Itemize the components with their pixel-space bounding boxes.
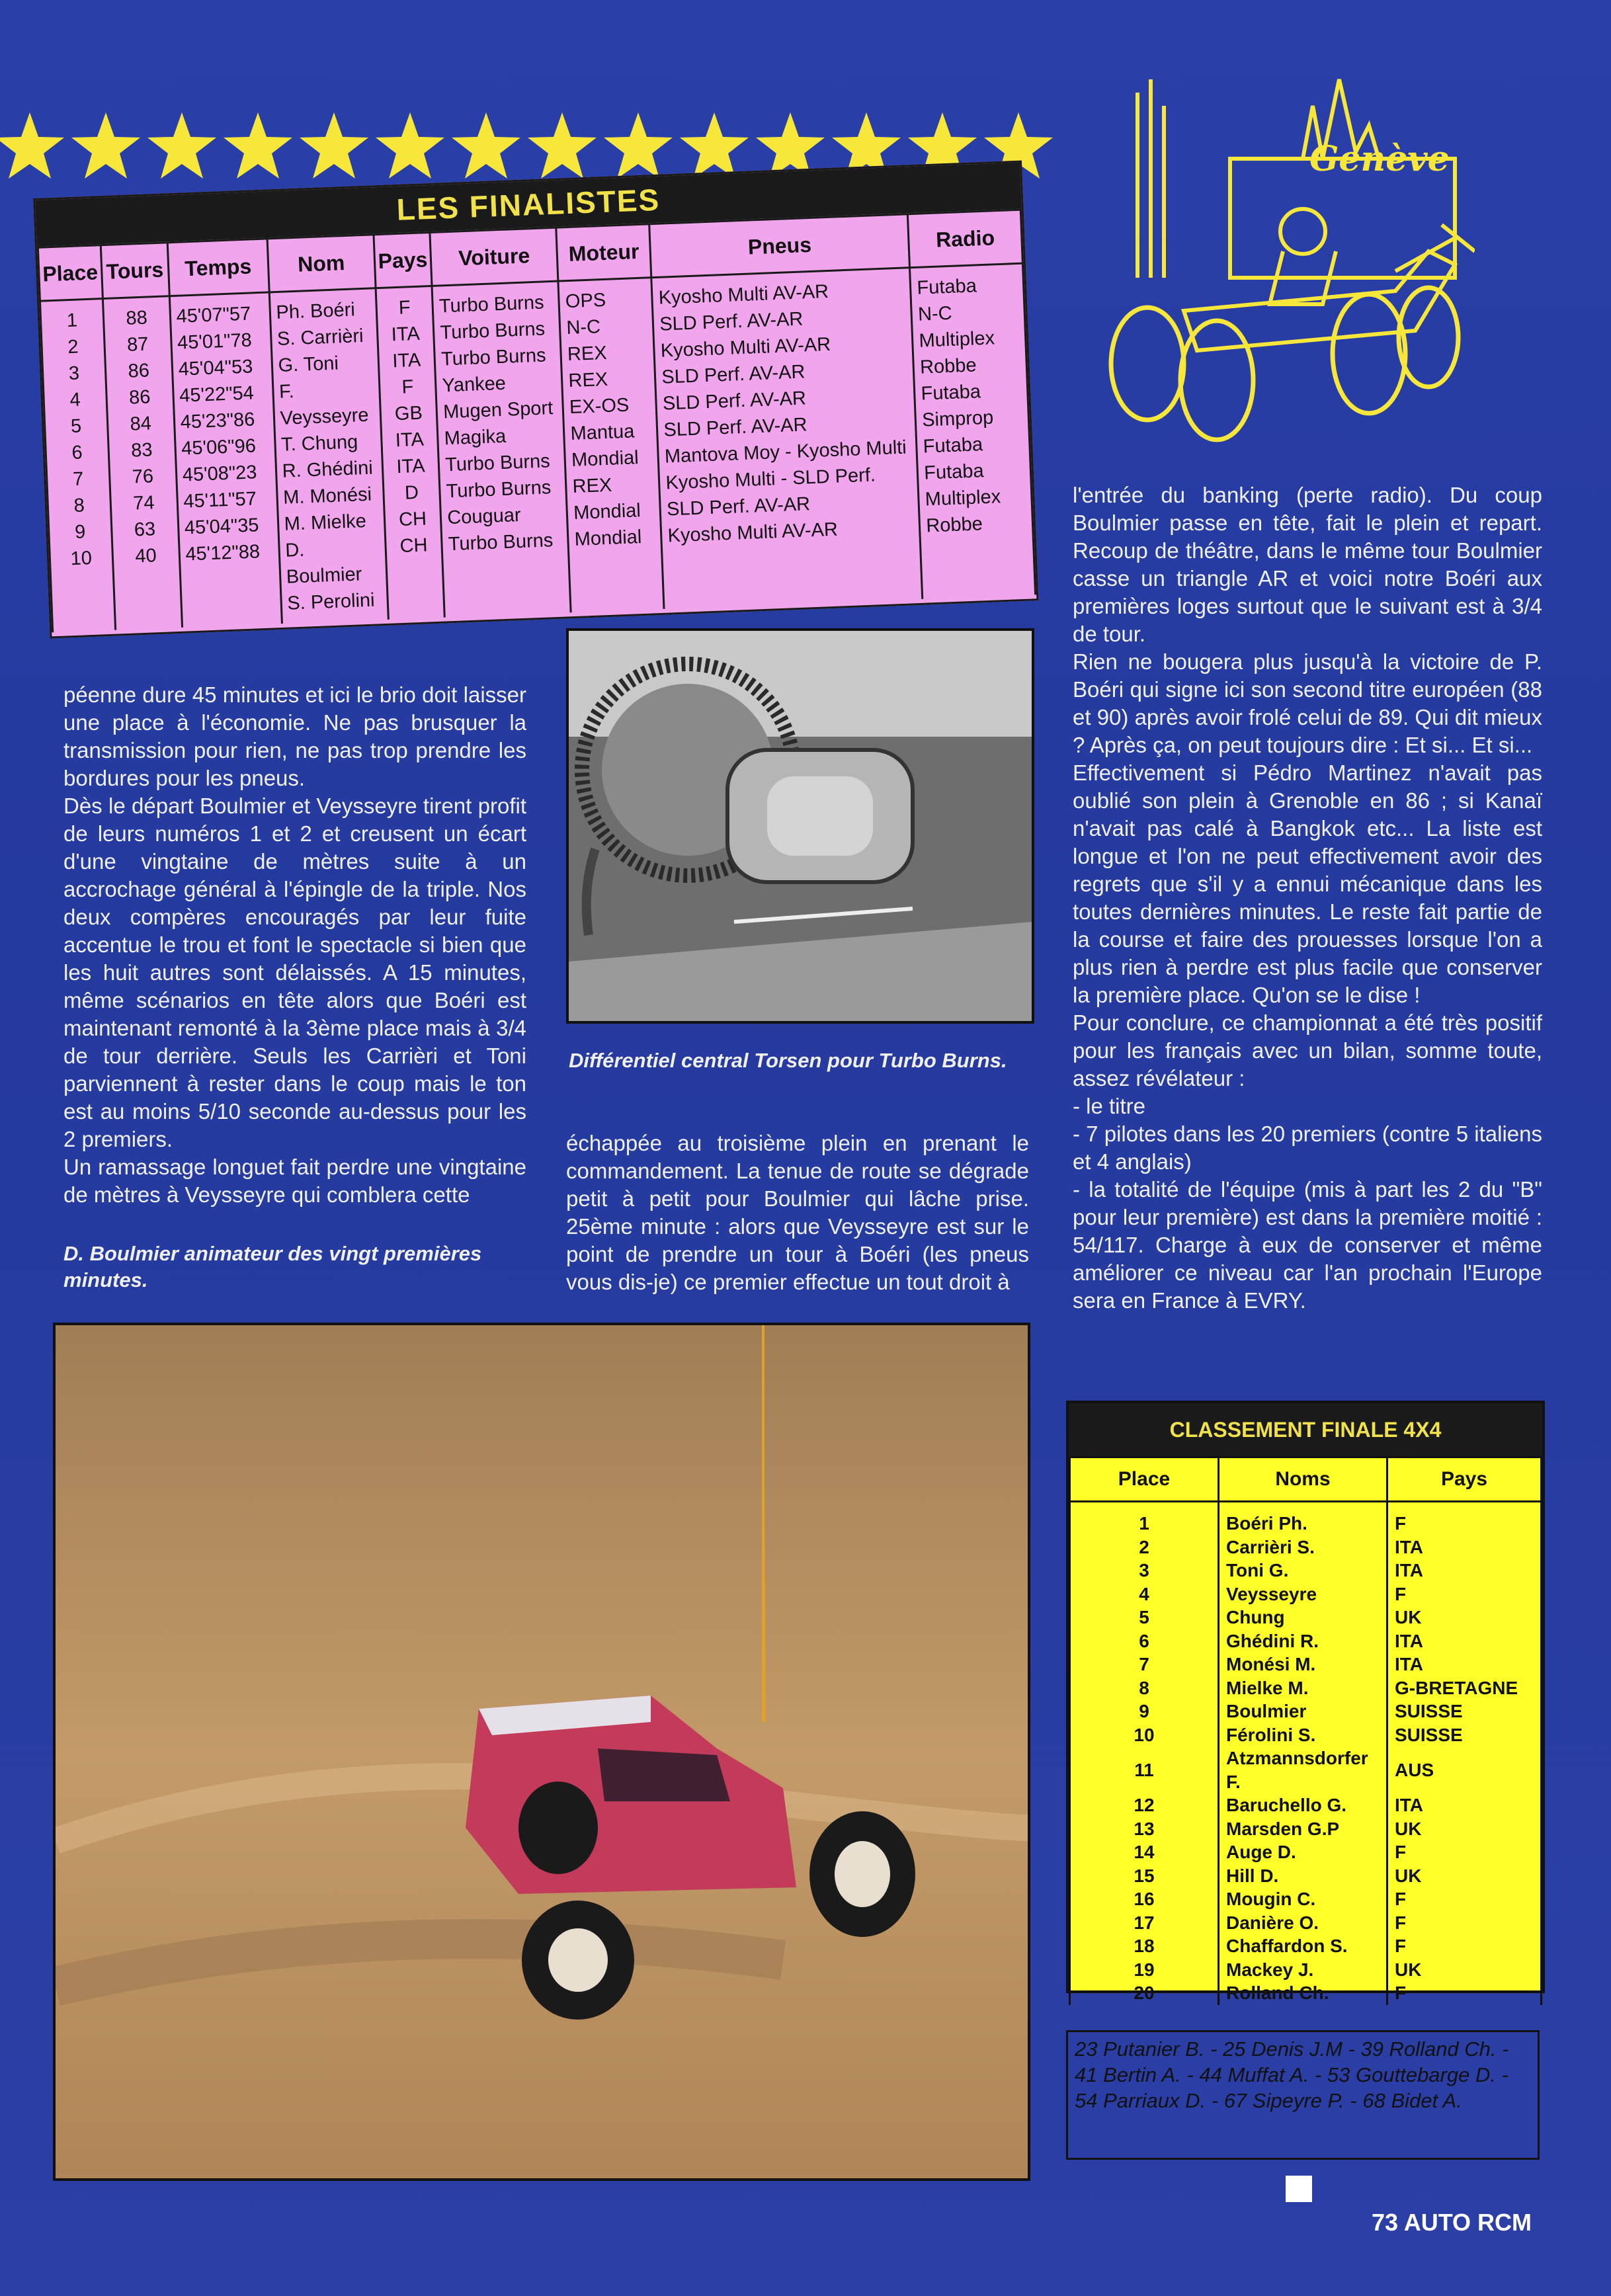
cell-place: 5 bbox=[1070, 1606, 1219, 1629]
cell-nom: Chung bbox=[1219, 1606, 1387, 1629]
cell-place: 7 bbox=[1070, 1653, 1219, 1676]
header-radio: Radio bbox=[908, 210, 1023, 267]
classement-row bbox=[1070, 1911, 1542, 1935]
star-icon bbox=[0, 112, 64, 179]
classement-header-row bbox=[1070, 1457, 1542, 1502]
cell-pays: G-BRETAGNE bbox=[1387, 1676, 1542, 1700]
cell-nom: Mougin C. bbox=[1219, 1887, 1387, 1911]
classement-row bbox=[1070, 1793, 1542, 1817]
header-pneus: Pneus bbox=[649, 214, 910, 278]
classement-row bbox=[1070, 1700, 1542, 1723]
cell-place: 9 bbox=[1070, 1700, 1219, 1723]
photo-buggy-racing bbox=[53, 1323, 1030, 2181]
cell-nom: Rolland Ch. bbox=[1219, 1981, 1387, 2005]
header-voiture: Voiture bbox=[430, 227, 558, 286]
logo-city: Genève bbox=[1309, 139, 1450, 179]
cell-place: 4 bbox=[1070, 1582, 1219, 1606]
cell-pays: F bbox=[1387, 1840, 1542, 1864]
classement-row bbox=[1070, 1502, 1542, 1536]
cell-pays: SUISSE bbox=[1387, 1700, 1542, 1723]
cell-pays: SUISSE bbox=[1387, 1723, 1542, 1747]
page-footer bbox=[1372, 2209, 1532, 2236]
classement-row bbox=[1070, 1934, 1542, 1958]
cell-place: 10 bbox=[1070, 1723, 1219, 1747]
classement-table bbox=[1066, 1401, 1545, 2003]
classement-row bbox=[1070, 1887, 1542, 1911]
cell-pays: UK bbox=[1387, 1864, 1542, 1888]
other-results-text: 23 Putanier B. - 25 Denis J.M - 39 Rolland Ch. - 41 Bertin A. - 44 Muffat A. - 53 Gouttebarge D. - 54 Parriaux D. - 67 Sipeyre P. - 68 Bidet A. bbox=[1075, 2037, 1509, 2112]
header-moteur: Moteur bbox=[556, 224, 651, 281]
cell-pays: F bbox=[1387, 1887, 1542, 1911]
cell-nom: Veysseyre bbox=[1219, 1582, 1387, 1606]
article-paragraph: l'entrée du banking (perte radio). Du coup Boulmier passe en tête, fait le plein et repart. Recoup de théâtre, dans le même tour Boulmier casse un triangle AR et voici notre Boéri aux premières loges surtout que le suivant est à 3/4 de tour. bbox=[1073, 483, 1542, 646]
header-place: Place bbox=[38, 245, 103, 302]
cell-nom: Toni G. bbox=[1219, 1559, 1387, 1582]
cell-nom: Atzmannsdorfer F. bbox=[1219, 1746, 1387, 1793]
photo-torsen-differential bbox=[566, 628, 1034, 1024]
cell-place: 2 bbox=[1070, 1536, 1219, 1559]
article-paragraph: - 7 pilotes dans les 20 premiers (contre 5 italiens et 4 anglais) bbox=[1073, 1122, 1542, 1174]
classement-row bbox=[1070, 1817, 1542, 1841]
cell-nom: Mielke M. bbox=[1219, 1676, 1387, 1700]
cell-place: 16 bbox=[1070, 1887, 1219, 1911]
cell-nom: Boulmier bbox=[1219, 1700, 1387, 1723]
page-number: 73 bbox=[1372, 2209, 1399, 2236]
cell-place: 3 bbox=[1070, 1559, 1219, 1582]
classement-row bbox=[1070, 1840, 1542, 1864]
cell-place: 11 bbox=[1070, 1746, 1219, 1793]
classement-title: CLASSEMENT FINALE 4X4 bbox=[1069, 1403, 1542, 1456]
cell-pays: F bbox=[1387, 1582, 1542, 1606]
article-column-1 bbox=[63, 681, 526, 1209]
end-mark bbox=[1286, 2176, 1312, 2202]
col-nom: Ph. Boéri S. Carrièri G. Toni F. Veysseyre T. Chung R. Ghédini M. Monési M. Mielke D. Boulmier S. Perolini bbox=[269, 288, 388, 624]
cell-pays: ITA bbox=[1387, 1793, 1542, 1817]
classement-row bbox=[1070, 1981, 1542, 2005]
cell-pays: AUS bbox=[1387, 1746, 1542, 1793]
col-radio: Futaba N-C Multiplex Robbe Futaba Simprop Futaba Futaba Multiplex Robbe bbox=[910, 263, 1036, 599]
header-noms: Noms bbox=[1219, 1457, 1387, 1502]
cell-pays: ITA bbox=[1387, 1536, 1542, 1559]
cell-pays: F bbox=[1387, 1502, 1542, 1536]
classement-row bbox=[1070, 1958, 1542, 1982]
cell-pays: UK bbox=[1387, 1958, 1542, 1982]
cell-nom: Marsden G.P bbox=[1219, 1817, 1387, 1841]
col-moteur: OPS N-C REX REX EX-OS Mantua Mondial REX Mondial Mondial bbox=[558, 278, 664, 613]
article-column-2 bbox=[566, 1129, 1029, 1296]
header-nom: Nom bbox=[267, 235, 376, 292]
article-paragraph: Dès le départ Boulmier et Veysseyre tirent profit de leurs numéros 1 et 2 et creusent un écart d'une vingtaine de mètres suite à un accrochage général à l'épingle de la triple. Nos deux compères encouragés par leur fuite accentue le trou et font le spectacle si bien que les huit autres sont délaissés. A 15 minutes, même scénarios en tête alors que Boéri est maintenant remonté à la 3ème place mais à 3/4 de tour derrière. Seuls les Carrièri et Toni parviennent à rester dans le coup mais le ton est au moins 5/10 seconde au-dessus pour les 2 premiers. bbox=[63, 794, 526, 1151]
cell-place: 18 bbox=[1070, 1934, 1219, 1958]
cell-place: 12 bbox=[1070, 1793, 1219, 1817]
finalists-table bbox=[33, 161, 1038, 639]
article-column-3 bbox=[1073, 481, 1542, 1315]
classement-row bbox=[1070, 1676, 1542, 1700]
other-results-box bbox=[1066, 2030, 1540, 2160]
cell-pays: ITA bbox=[1387, 1653, 1542, 1676]
cell-pays: UK bbox=[1387, 1606, 1542, 1629]
cell-nom: Carrièri S. bbox=[1219, 1536, 1387, 1559]
classement-row bbox=[1070, 1559, 1542, 1582]
classement-row bbox=[1070, 1606, 1542, 1629]
cell-nom: Boéri Ph. bbox=[1219, 1502, 1387, 1536]
cell-place: 19 bbox=[1070, 1958, 1219, 1982]
header-pays: Pays bbox=[374, 232, 433, 288]
cell-pays: F bbox=[1387, 1981, 1542, 2005]
article-paragraph: Un ramassage longuet fait perdre une vingtaine de mètres à Veysseyre qui comblera cette bbox=[63, 1155, 526, 1207]
geneve-buggy-logo bbox=[1085, 53, 1475, 450]
cell-nom: Monési M. bbox=[1219, 1653, 1387, 1676]
cell-nom: Chaffardon S. bbox=[1219, 1934, 1387, 1958]
classement-row bbox=[1070, 1746, 1542, 1793]
col-voiture: Turbo Burns Turbo Burns Turbo Burns Yankee Mugen Sport Magika Turbo Burns Turbo Burns Couguar Turbo Burns bbox=[432, 281, 571, 617]
cell-nom: Ghédini R. bbox=[1219, 1629, 1387, 1653]
article-paragraph: - la totalité de l'équipe (mis à part les 2 du "B" pour leur première) est dans la première moitié : 54/117. Charge à eux de conserver et même améliorer ce niveau car l'an prochain l'Europe sera en France à EVRY. bbox=[1073, 1177, 1542, 1313]
finalists-body-row bbox=[40, 263, 1035, 632]
cell-pays: ITA bbox=[1387, 1559, 1542, 1582]
classement-row bbox=[1070, 1582, 1542, 1606]
cell-pays: F bbox=[1387, 1934, 1542, 1958]
cell-nom: Férolini S. bbox=[1219, 1723, 1387, 1747]
article-paragraph: Effectivement si Pédro Martinez n'avait pas oublié son plein à Grenoble en 86 ; si Kanaï n'avait pas calé à Bangkok etc... La liste est longue et l'on ne peut effectivement avoir des regrets que s'il y a ennui mécanique dans les toutes dernières minutes. Le reste fait partie de la course et faire des prouesses lorsque l'on a plus rien à perdre est plus facile que conserver la première place. Qu'on se le dise ! bbox=[1073, 760, 1542, 1007]
cell-pays: ITA bbox=[1387, 1629, 1542, 1653]
col-tours: 88 87 86 86 84 83 76 74 63 40 bbox=[103, 296, 182, 630]
cell-place: 6 bbox=[1070, 1629, 1219, 1653]
classement-row bbox=[1070, 1653, 1542, 1676]
classement-row bbox=[1070, 1723, 1542, 1747]
header-pays: Pays bbox=[1387, 1457, 1542, 1502]
cell-place: 14 bbox=[1070, 1840, 1219, 1864]
cell-nom: Danière O. bbox=[1219, 1911, 1387, 1935]
cell-place: 17 bbox=[1070, 1911, 1219, 1935]
caption-boulmier: D. Boulmier animateur des vingt premières minutes. bbox=[63, 1242, 482, 1292]
classement-row bbox=[1070, 1864, 1542, 1888]
classement-row bbox=[1070, 1629, 1542, 1653]
cell-pays: UK bbox=[1387, 1817, 1542, 1841]
finalists-title: LES FINALISTES bbox=[35, 163, 1022, 247]
magazine-name: AUTO RCM bbox=[1403, 2209, 1532, 2236]
article-paragraph: - le titre bbox=[1073, 1094, 1146, 1118]
cell-place: 15 bbox=[1070, 1864, 1219, 1888]
header-temps: Temps bbox=[167, 239, 269, 296]
col-pays: F ITA ITA F GB ITA ITA D CH CH bbox=[376, 286, 445, 619]
article-paragraph: Pour conclure, ce championnat a été très positif pour les français avec un bilan, somme toute, assez révélateur : bbox=[1073, 1010, 1542, 1090]
cell-nom: Mackey J. bbox=[1219, 1958, 1387, 1982]
header-place: Place bbox=[1070, 1457, 1219, 1502]
caption-gear: Différentiel central Torsen pour Turbo Burns. bbox=[569, 1049, 1007, 1072]
col-pneus: Kyosho Multi AV-AR SLD Perf. AV-AR Kyosho Multi AV-AR SLD Perf. AV-AR SLD Perf. AV-AR SLD Perf. AV-AR Mantova Moy - Kyosho Multi Kyosho Multi - SLD Perf. SLD Perf. AV-AR Kyosho Multi AV-AR bbox=[651, 268, 923, 609]
header-tours: Tours bbox=[101, 243, 169, 299]
article-paragraph: péenne dure 45 minutes et ici le brio doit laisser une place à l'économie. Ne pas brusquer la transmission pour rien, ne pas trop prendre les bordures pour les pneus. bbox=[63, 682, 526, 790]
col-temps: 45'07"57 45'01"78 45'04"53 45'22"54 45'23"86 45'06"96 45'08"23 45'11"57 45'04"35 45'12"88 bbox=[169, 292, 282, 628]
cell-place: 20 bbox=[1070, 1981, 1219, 2005]
cell-nom: Auge D. bbox=[1219, 1840, 1387, 1864]
cell-place: 8 bbox=[1070, 1676, 1219, 1700]
cell-place: 1 bbox=[1070, 1502, 1219, 1536]
col-place: 1 2 3 4 5 6 7 8 9 10 bbox=[40, 299, 115, 633]
classement-row bbox=[1070, 1536, 1542, 1559]
article-paragraph: échappée au troisième plein en prenant le commandement. La tenue de route se dégrade petit à petit pour Boulmier qui lâche prise. 25ème minute : alors que Veysseyre est sur le point de prendre un tour à Boéri (les pneus vous dis-je) ce premier effectue un tout droit à bbox=[566, 1131, 1029, 1294]
cell-nom: Baruchello G. bbox=[1219, 1793, 1387, 1817]
cell-place: 13 bbox=[1070, 1817, 1219, 1841]
article-paragraph: Rien ne bougera plus jusqu'à la victoire de P. Boéri qui signe ici son second titre européen (88 et 90) après avoir frolé celui de 89. Qui dit mieux ? Après ça, on peut toujours dire : Et si... Et si... bbox=[1073, 649, 1542, 757]
cell-pays: F bbox=[1387, 1911, 1542, 1935]
cell-nom: Hill D. bbox=[1219, 1864, 1387, 1888]
